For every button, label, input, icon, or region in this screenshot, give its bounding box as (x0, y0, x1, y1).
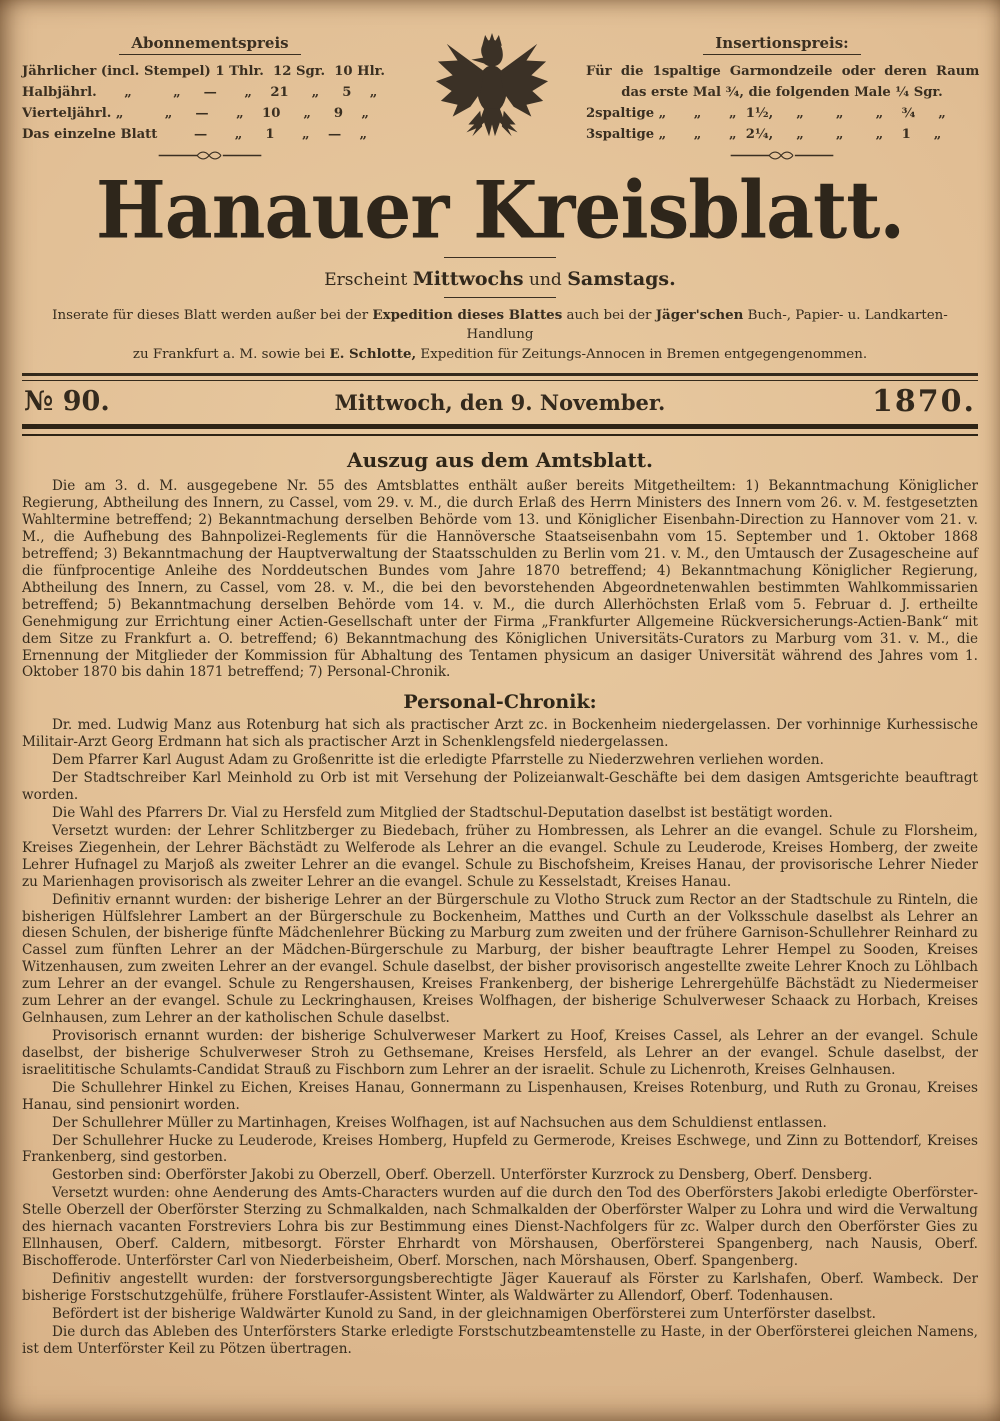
subtitle-day: Samstags. (567, 268, 676, 291)
personal-paragraph: Die durch das Ableben des Unterförsters Starke erledigte Forstschutzbeamtenstelle zu Haste, in der Oberförsterei gleichen Namens, ist dem Unterförster Keil zu Pötzen übertragen. (22, 1323, 978, 1357)
subscription-price-title (22, 34, 398, 55)
insertion-price-block (586, 34, 978, 161)
prussian-eagle-icon (417, 28, 567, 158)
masthead-rule (444, 257, 556, 258)
price-line: 2spaltige „ „ „ 1½, „ „ „ ¾ „ (586, 106, 946, 122)
price-line: Halbjährl. „ „ — „ 21 „ 5 „ (22, 85, 378, 101)
insertion-notice (22, 306, 978, 364)
notice-text: zu Frankfurt a. M. sowie bei (132, 346, 330, 362)
subtitle-rule (444, 297, 556, 298)
personal-paragraph: Gestorben sind: Oberförster Jakobi zu Oberzell, Oberf. Oberzell. Unterförster Kurzrock zu Densberg, Oberf. Densberg. (52, 1167, 873, 1184)
subtitle-day: Mittwochs (412, 268, 524, 291)
notice-text: Inserate für dieses Blatt werden außer bei der (52, 308, 373, 324)
issue-date: Mittwoch, den 9. November. (334, 390, 666, 416)
price-line: das erste Mal ¾, die folgenden Male ¼ Sgr. (621, 85, 943, 101)
personal-paragraph: Definitiv angestellt wurden: der forstversorgungsberechtigte Jäger Kauerauf als Förster zu Karlshafen, Oberf. Wambeck. Der bisherige Forstschutzgehülfe, frühere Forstlaufer-Assistent Winter, als Waldwärter zu Allendorf, Oberf. Todenhausen. (22, 1270, 978, 1304)
insertion-price-title (586, 34, 978, 55)
subtitle-text: und (523, 270, 568, 291)
insertion-price-title-text: Insertionspreis: (703, 34, 860, 55)
notice-bold: Expedition dieses Blattes (372, 307, 563, 324)
price-line: Für die 1spaltige Garmondzeile oder deren Raum (586, 64, 980, 79)
personal-paragraph: Dr. med. Ludwig Manz aus Rotenburg hat sich als practischer Arzt zc. in Bockenheim niedergelassen. Der vorhinnige Kurhessische Militair-Arzt Georg Erdmann hat sich als practischer Arzt in Schenklengsfeld niedergelassen. (22, 717, 978, 751)
personal-paragraph: Definitiv ernannt wurden: der bisherige Lehrer an der Bürgerschule zu Vlotho Struck zum Rector an der Stadtschule zu Rinteln, die bisherigen Hülfslehrer Lambert an der Bürgerschule zu Bockenheim, Matthes und Curth an der Volksschule daselbst als Lehrer an diesen Schulen, der bisherige fünfte Mädchenlehrer Bücking zu Marburg zum zweiten und der frühere Garnison-Schullehrer Reinhard zu Cassel zum fünften Lehrer an der Mädchen-Bürgerschule zu Marburg, der bisher beauftragte Lehrer Hempel zu Sooden, Kreises Witzenhausen, zum zweiten Lehrer an der evangel. Schule daselbst, der bisher provisorisch angestellte zweite Lehrer Knoch zu Löhlbach zum Lehrer an der evangel. Schule zu Rengershausen, Kreises Frankenberg, der bisherige Lehrergehülfe Bächstädt zu Niedermeiser zum Lehrer an der evangel. Schule zu Leckringhausen, Kreises Wolfhagen, der bisherige Schulverweser Schaack zu Horbach, Kreises Gelnhausen, zum Lehrer an der katholischen Schule daselbst. (22, 891, 978, 1027)
notice-text: Buch-, Papier- u. Landkarten-Handlung (466, 308, 948, 343)
masthead-title: Hanauer Kreisblatt. (95, 164, 905, 257)
personal-paragraph: Die Wahl des Pfarrers Dr. Vial zu Hersfeld zum Mitglied der Stadtschul-Deputation daselbst ist bestätigt worden. (52, 805, 833, 821)
personal-paragraph: Die Schullehrer Hinkel zu Eichen, Kreises Hanau, Gonnermann zu Lispenhausen, Kreises Rotenburg, und Ruth zu Gronau, Kreises Hanau, sind pensionirt worden. (22, 1079, 978, 1113)
divider-rule (22, 373, 978, 381)
personal-paragraph: Provisorisch ernannt wurden: der bisherige Schulverweser Markert zu Hoof, Kreises Cassel, als Lehrer an der evangel. Schule daselbst, der bisherige Schulverweser Stroh zu Gethsemane, Kreises Hersfeld, als Lehrer an der evangel. Schule daselbst, der israelititische Schulamts-Candidat Strauß zu Fischborn zum Lehrer an der israelit. Schule zu Lichenroth, Kreises Gelnhausen. (22, 1027, 978, 1078)
personal-paragraph: Dem Pfarrer Karl August Adam zu Großenritte ist die erledigte Pfarrstelle zu Niederzwehren verliehen worden. (52, 752, 824, 769)
personal-paragraph: Der Stadtschreiber Karl Meinhold zu Orb ist mit Versehung der Polizeianwalt-Geschäfte bei dem dasigen Amtsgerichte beauftragt worden. (22, 770, 978, 804)
price-line: Das einzelne Blatt — „ 1 „ — „ (22, 127, 368, 143)
dateline (22, 384, 978, 424)
issue-number: № 90. (24, 386, 110, 418)
price-line: 3spaltige „ „ „ 2¼, „ „ „ 1 „ (586, 127, 942, 143)
price-line: Vierteljährl. „ „ — „ 10 „ 9 „ (22, 106, 369, 122)
notice-bold: E. Schlotte, (329, 345, 417, 362)
personal-paragraph: Befördert ist der bisherige Waldwärter Kunold zu Sand, in der gleichnamigen Oberförsterei zum Unterförster daselbst. (52, 1305, 876, 1322)
amtsblatt-heading: Auszug aus dem Amtsblatt. (347, 448, 653, 473)
subtitle-text: Erscheint (324, 270, 413, 291)
subscription-price-block (22, 34, 398, 161)
heavy-rule (22, 424, 978, 436)
notice-text: auch bei der (562, 308, 656, 324)
personal-paragraph: Der Schullehrer Müller zu Martinhagen, Kreises Wolfhagen, ist auf Nachsuchen aus dem Schuldienst entlassen. (52, 1114, 827, 1131)
personal-paragraph: Versetzt wurden: ohne Aenderung des Amts-Characters wurden auf die durch den Tod des Oberförsters Jakobi erledigte Oberförster-Stelle Oberzell der Oberförster Sterzing zu Schmalkalden, nach Schmalkalden der Oberförster Walper zu Lohra und wird die Verwaltung des hiernach vacanten Forstreviers Lohra bis zur Bestimmung eines Dienst-Nachfolgers für zc. Walper durch den Oberförster Gies zu Ellnhausen, Oberf. Caldern, mitbesorgt. Förster Ehrhardt von Mörshausen, Oberförsterei Spangenberg, nach Nausis, Oberf. Bischofferode. Unterförster Carl von Niederbeisheim, Oberf. Morschen, nach Mörshausen, Oberf. Spangenberg. (22, 1185, 978, 1269)
notice-text: Expedition für Zeitungs-Annocen in Bremen entgegengenommen. (416, 346, 868, 362)
issue-year: 1870. (872, 384, 976, 420)
flourish-icon (155, 150, 265, 161)
price-line: Jährlicher (incl. Stempel) 1 Thlr. 12 Sgr. 10 Hlr. (22, 64, 385, 79)
header (22, 34, 978, 161)
flourish-icon (727, 150, 837, 161)
personal-paragraph: Versetzt wurden: der Lehrer Schlitzberger zu Biedebach, früher zu Hombressen, als Lehrer an die evangel. Schule zu Florsheim, Kreises Ziegenhein, der Lehrer Bächstädt zu Welferode als Lehrer an die evangel. Schule zu Leuderode, Kreises Homberg, der zweite Lehrer Hufnagel zu Marjoß als zweiter Lehrer an die evangel. Schule zu Bischofsheim, Kreises Hanau, der provisorische Lehrer Nieder zu Marienhagen provisorisch als zweiter Lehrer an die evangel. Schule zu Kesselstadt, Kreises Hanau. (22, 822, 978, 890)
personal-chronik-heading: Personal-Chronik: (403, 691, 597, 714)
subscription-price-title-text: Abonnementspreis (119, 34, 300, 55)
personal-paragraph: Der Schullehrer Hucke zu Leuderode, Kreises Homberg, Hupfeld zu Germerode, Kreises Eschwege, und Zinn zu Bottendorf, Kreises Frankenberg, sind gestorben. (22, 1132, 978, 1166)
masthead-subtitle (22, 268, 978, 290)
notice-bold: Jäger'schen (655, 307, 744, 324)
amtsblatt-body: Die am 3. d. M. ausgegebene Nr. 55 des Amtsblattes enthält außer bereits Mitgetheiltem: 1) Bekanntmachung Königlicher Regierung, Abtheilung des Innern, zu Cassel, vom 29. v. M., die durch Erlaß des Herrn Ministers des Innern vom 26. v. M. festgesetzten Wahltermine betreffend; 2) Bekanntmachung derselben Behörde vom 13. und Königlicher Eisenbahn-Direction zu Hannover vom 21. v. M., die Aufhebung des Bahnpolizei-Reglements für die Hannöversche Staatseisenbahn vom 15. September und 1. Oktober 1868 betreffend; 3) Bekanntmachung der Hauptverwaltung der Staatsschulden zu Berlin vom 21. v. M., den Umtausch der Zusagescheine auf die fünfprocentige Anleihe des Norddeutschen Bundes vom Jahre 1870 betreffend; 4) Bekanntmachung Königlicher Regierung, Abtheilung des Innern, zu Cassel, vom 28. v. M., die bei den bevorstehenden Abgeordnetenwahlen bestimmten Wahlkommissarien betreffend; 5) Bekanntmachung derselben Behörde vom 14. v. M., die durch Allerhöchsten Erlaß vom 5. Februar d. J. ertheilte Genehmigung zur Errichtung einer Actien-Gesellschaft unter der Firma „Frankfurter Allgemeine Rückversicherungs-Actien-Bank“ mit dem Sitze zu Frankfurt a. O. betreffend; 6) Bekanntmachung des Königlichen Universitäts-Curators zu Marburg vom 31. v. M., die Ernennung der Mitglieder der Kommission für Abhaltung des Tentamen physicum an dasiger Universität während des Jahres vom 1. Oktober 1870 bis dahin 1871 betreffend; 7) Personal-Chronik. (22, 478, 978, 681)
